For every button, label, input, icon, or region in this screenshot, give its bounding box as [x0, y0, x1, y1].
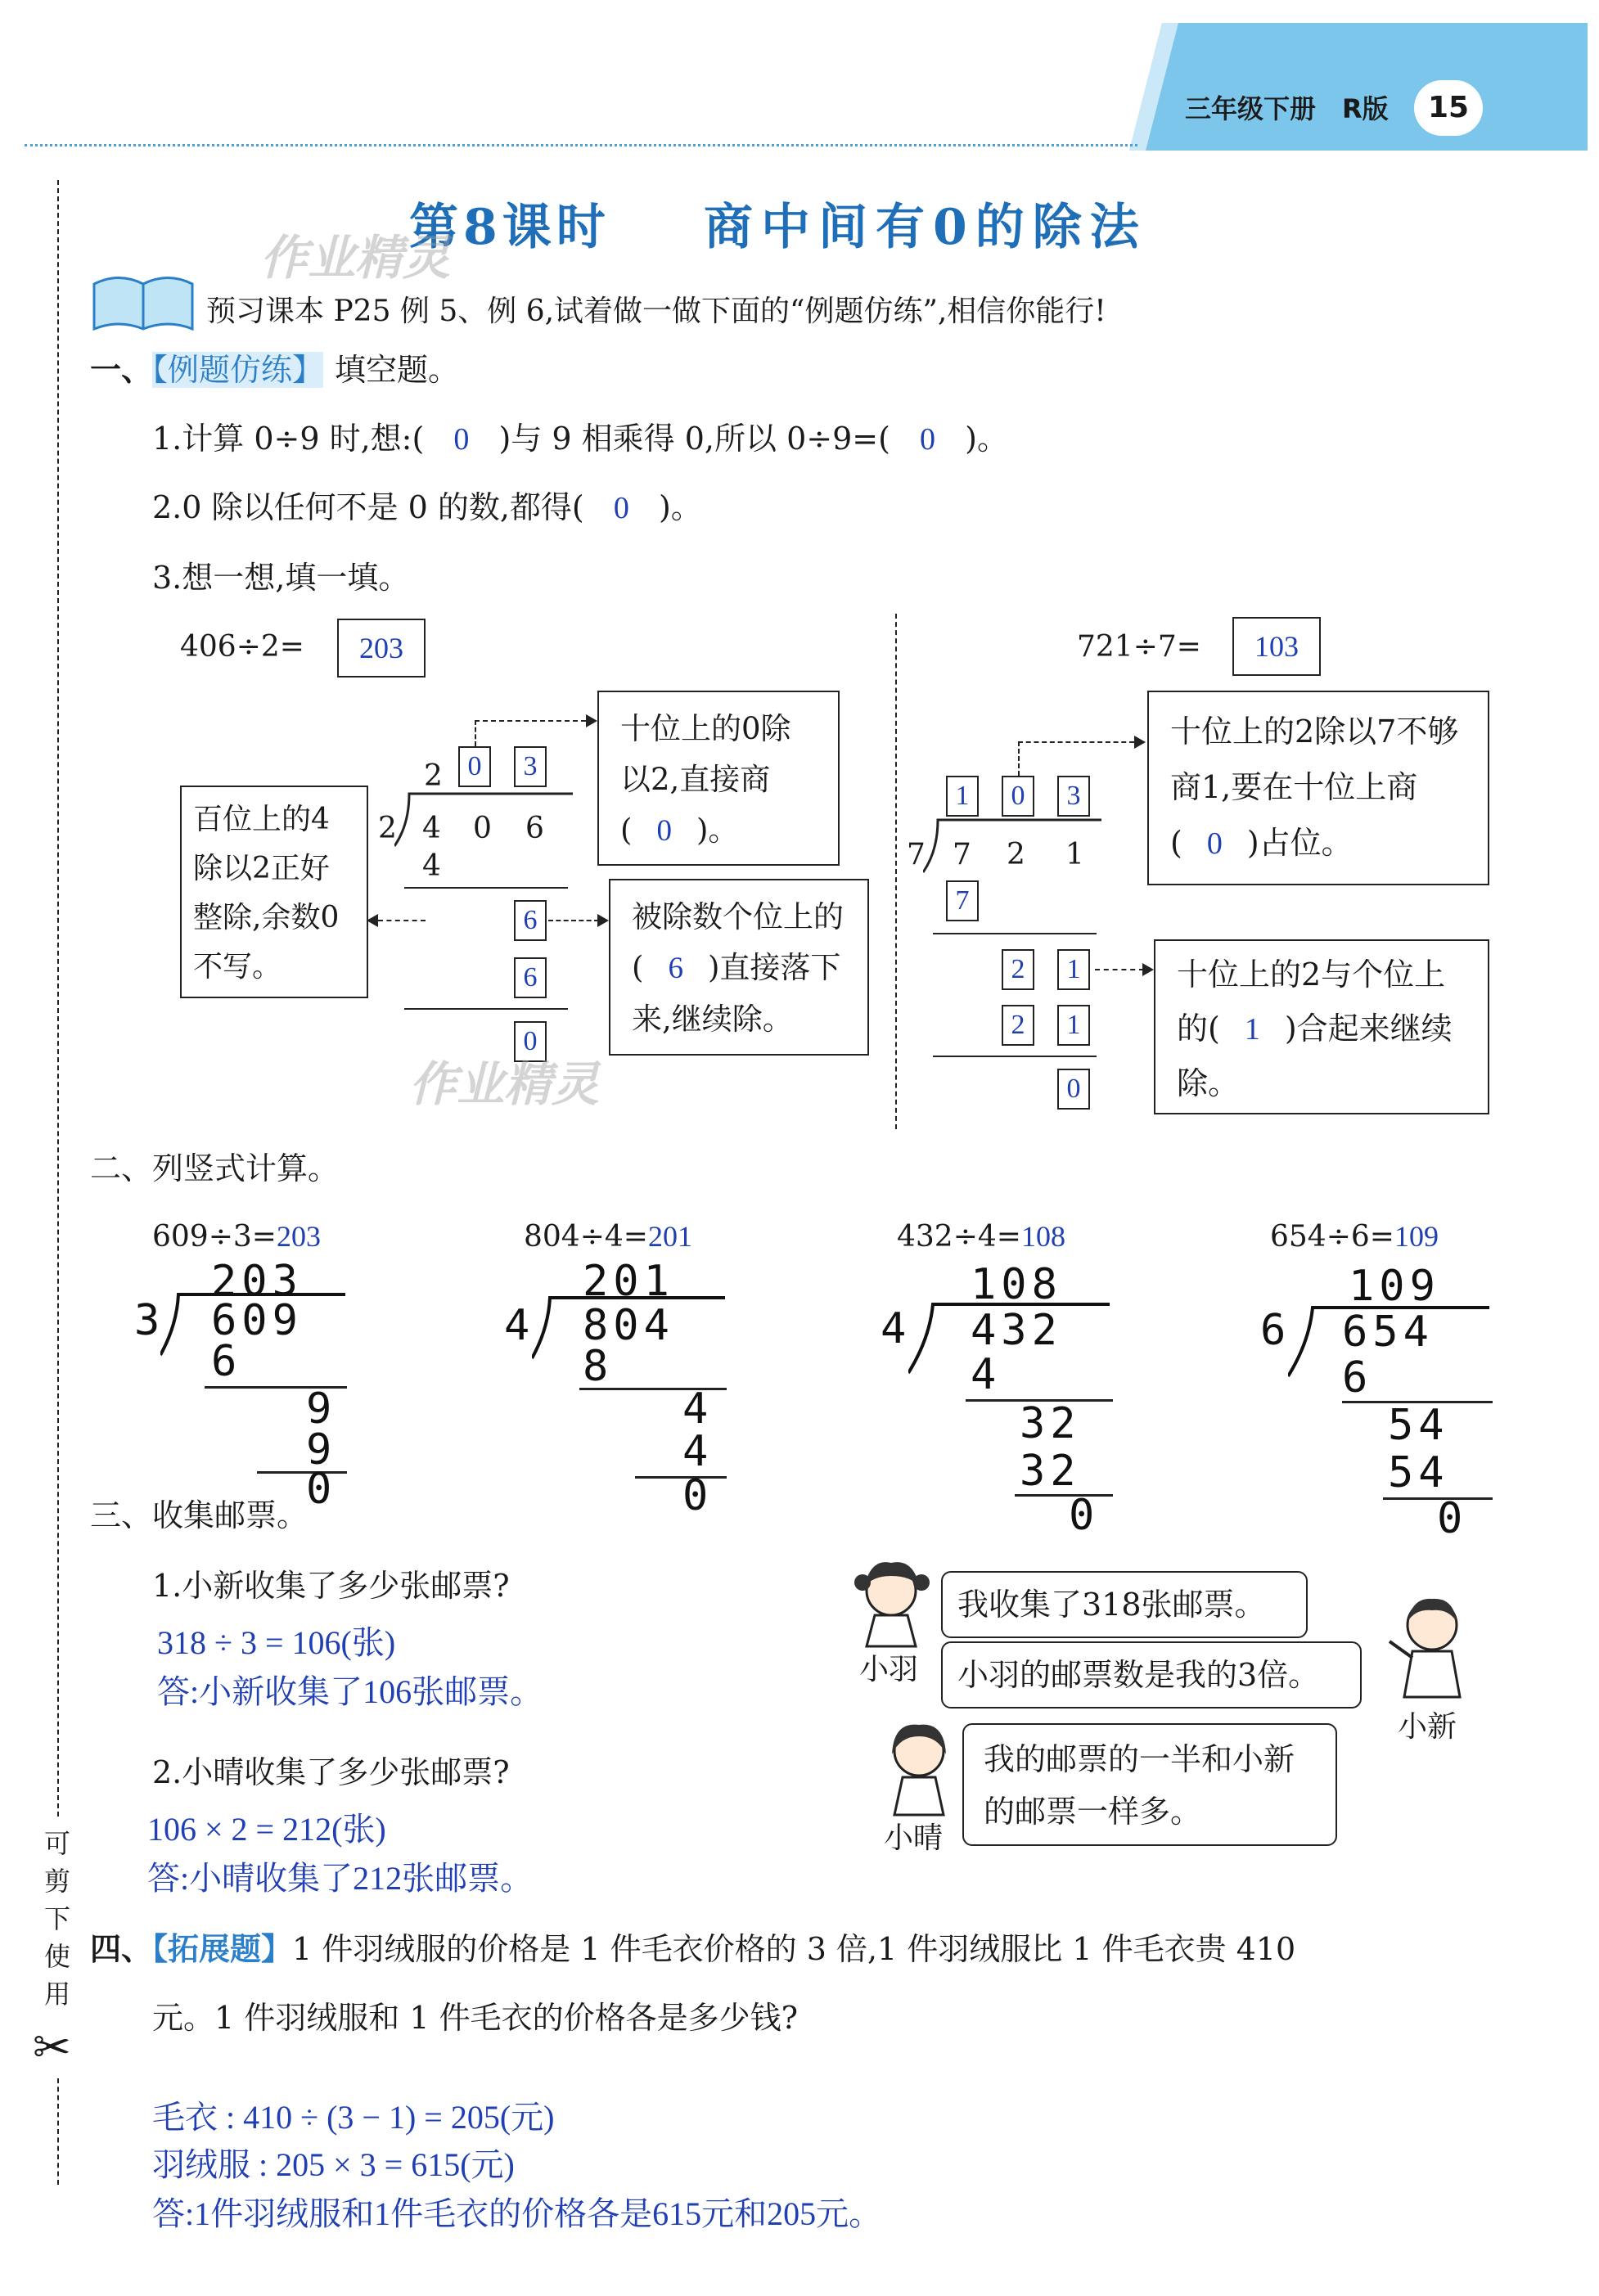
section2-heading: 二、列竖式计算。	[90, 1150, 340, 1186]
calc-3-step2: 32	[1020, 1399, 1081, 1448]
calc-1-quotient: 203	[211, 1257, 303, 1306]
calc-4-dividend: 654	[1342, 1308, 1434, 1357]
section4-line2: 元。1 件羽绒服和 1 件毛衣的价格各是多少钱?	[152, 2000, 798, 2036]
top-note-connector-v	[475, 720, 476, 746]
calc-4-rem: 0	[1437, 1494, 1468, 1543]
section4-line1: 四、【拓展题】1 件羽绒服的价格是 1 件毛衣价格的 3 倍,1 件羽绒服比 1 件毛衣贵 410	[90, 1930, 1296, 1967]
right-line-2	[933, 1056, 1097, 1057]
left-line-2	[404, 1008, 568, 1010]
calc-3-rem: 0	[1069, 1491, 1100, 1540]
calc-2-step3: 4	[682, 1427, 714, 1476]
xiaoqing-avatar	[874, 1718, 964, 1817]
top-note-arrow	[586, 714, 597, 727]
book-icon	[90, 272, 196, 340]
cut-line-upper	[57, 180, 59, 1817]
left-step-box-2: 6	[514, 957, 547, 998]
xiaoyu-avatar	[846, 1558, 936, 1648]
calc-1-step1: 6	[211, 1337, 242, 1386]
right-quotient-box-3: 3	[1057, 776, 1090, 817]
left-note-arrow-line	[378, 920, 426, 921]
preview-text: 预习课本 P25 例 5、例 6,试着做一做下面的“例题仿练”,相信你能行!	[206, 295, 1106, 328]
calc-1-expr: 609÷3=203	[152, 1220, 321, 1254]
calc-1-dividend: 609	[211, 1296, 303, 1345]
watermark-mid: 作业精灵	[409, 1056, 600, 1112]
right-row3-box-1: 1	[1057, 1005, 1090, 1046]
top-note-connector-h	[475, 720, 586, 722]
lesson-topic: 商中间有0的除法	[704, 199, 1147, 256]
calc-4-expr: 654÷6=109	[1270, 1220, 1439, 1254]
header-grade: 三年级下册	[1185, 93, 1317, 124]
cut-line-lower	[57, 2078, 59, 2185]
header-dotted-line	[25, 144, 1137, 146]
q3-label: 3.想一想,填一填。	[152, 560, 410, 596]
q2-answer: 0	[613, 491, 629, 525]
calc-2-expr: 804÷4=201	[524, 1220, 692, 1254]
left-quotient-digit: 2	[424, 759, 443, 793]
left-step-box-1: 6	[514, 900, 547, 941]
left-step1: 4	[422, 849, 441, 883]
calc-3-quotient: 108	[971, 1260, 1062, 1309]
mid-note-arrow	[597, 914, 609, 927]
right-row3-box-0: 2	[1002, 1005, 1034, 1046]
left-quotient-box-0: 0	[458, 746, 491, 787]
right-remainder-box: 0	[1057, 1069, 1090, 1110]
s3-q2: 2.小晴收集了多少张邮票?	[152, 1754, 510, 1790]
section1-heading: 一、【例题仿练】 填空题。	[90, 351, 460, 388]
scissors-icon: ✂	[33, 2021, 71, 2074]
cut-text: 可 剪 下 使 用	[43, 1828, 70, 2010]
watermark-top: 作业精灵	[260, 230, 451, 286]
s4-answer: 答:1件羽绒服和1件毛衣的价格各是615元和205元。	[152, 2195, 882, 2232]
s4-calc2: 羽绒服 : 205 × 3 = 615(元)	[152, 2146, 515, 2183]
left-dividend-0: 4	[422, 812, 441, 845]
calc-2-quotient: 201	[583, 1257, 674, 1306]
s3-q2-calc: 106 × 2 = 212(张)	[147, 1811, 386, 1848]
right-note-tens: 十位上的2除以7不够商1,要在十位上商( 0 )占位。	[1147, 691, 1489, 885]
calc-4-step2: 54	[1388, 1401, 1449, 1450]
left-dividend-1: 0	[473, 812, 492, 845]
s3-q1: 1.小新收集了多少张邮票?	[152, 1568, 510, 1604]
calc-2-step2: 4	[682, 1384, 714, 1434]
left-note-hundreds: 百位上的4除以2正好整除,余数0不写。	[180, 786, 368, 998]
section3-heading: 三、收集邮票。	[90, 1497, 309, 1533]
right-result-box: 103	[1232, 617, 1321, 676]
q1-answer-1: 0	[453, 422, 470, 457]
s4-calc1: 毛衣 : 410 ÷ (3 − 1) = 205(元)	[152, 2099, 555, 2136]
xiaoyu-name: 小羽	[859, 1653, 919, 1686]
right-bottom-connector	[1095, 969, 1144, 970]
calc-1-rem: 0	[306, 1465, 337, 1514]
calc-1-divisor: 3	[134, 1296, 165, 1345]
s3-q1-calc: 318 ÷ 3 = 106(张)	[157, 1624, 396, 1661]
right-quotient-box-0: 0	[1002, 776, 1034, 817]
header-banner	[1129, 23, 1588, 151]
section4-tag: 【拓展题】	[152, 1930, 293, 1967]
calc-3-divisor: 4	[881, 1304, 912, 1353]
bubble-xiaoqing: 我的邮票的一半和小新的邮票一样多。	[962, 1723, 1337, 1846]
calc-2-rem: 0	[682, 1471, 714, 1520]
left-line-1	[404, 887, 568, 889]
left-result-box: 203	[337, 619, 426, 678]
right-dividend-1: 2	[1007, 838, 1025, 871]
left-divisor: 2	[378, 812, 397, 845]
right-dividend-0: 7	[953, 838, 971, 871]
right-bottom-arrow	[1142, 963, 1154, 976]
left-note-arrow	[367, 914, 378, 927]
calc-1-step2: 9	[306, 1384, 337, 1434]
calc-4-quotient: 109	[1349, 1262, 1440, 1311]
right-top-connector-v	[1018, 741, 1020, 776]
calc-3-step1: 4	[971, 1350, 1002, 1399]
s3-q1-answer: 答:小新收集了106张邮票。	[157, 1673, 543, 1710]
page-number: 15	[1414, 80, 1483, 136]
section1-tag: 【例题仿练】	[152, 352, 324, 388]
right-top-arrow	[1134, 736, 1146, 749]
calc-2-step1: 8	[583, 1342, 614, 1391]
left-dividend-2: 6	[525, 812, 544, 845]
right-top-connector-h	[1018, 741, 1134, 743]
right-line-1	[933, 933, 1097, 934]
calc-3-dividend: 432	[971, 1306, 1062, 1355]
calc-3-step3: 32	[1020, 1447, 1081, 1496]
right-quotient-box-1: 1	[946, 776, 979, 817]
right-divisor: 7	[907, 838, 926, 871]
q2: 2.0 除以任何不是 0 的数,都得( 0 )。	[152, 489, 702, 525]
calc-4-divisor: 6	[1260, 1306, 1291, 1355]
q1-answer-2: 0	[920, 422, 936, 457]
left-note-tens: 十位上的0除以2,直接商 ( 0 )。	[597, 691, 840, 866]
banner-shape	[1129, 23, 1588, 151]
right-equation: 721÷7=	[1077, 630, 1201, 664]
s3-q2-answer: 答:小晴收集了212张邮票。	[147, 1860, 534, 1897]
xiaoxin-avatar	[1383, 1592, 1481, 1699]
mid-note-connector	[548, 920, 599, 921]
calc-3-expr: 432÷4=108	[897, 1220, 1065, 1254]
bubble-xiaoxin: 小羽的邮票数是我的3倍。	[941, 1641, 1362, 1708]
calc-2-divisor: 4	[504, 1301, 535, 1350]
calc-4-step1: 6	[1342, 1353, 1373, 1402]
lesson-label: 第8课时	[409, 199, 610, 256]
left-note-ones: 被除数个位上的 ( 6 )直接落下来,继续除。	[609, 879, 869, 1056]
header-edition: R版	[1342, 93, 1389, 124]
right-dividend-2: 1	[1065, 838, 1084, 871]
q3-divider	[895, 614, 897, 1129]
left-equation: 406÷2=	[180, 630, 304, 664]
right-note-ones: 十位上的2与个位上的( 1 )合起来继续除。	[1154, 939, 1489, 1114]
calc-4-step3: 54	[1388, 1448, 1449, 1497]
xiaoqing-name: 小晴	[884, 1821, 944, 1855]
left-remainder-box: 0	[514, 1021, 547, 1062]
q1: 1.计算 0÷9 时,想:( 0 )与 9 相乘得 0,所以 0÷9=( 0 )。	[152, 421, 1008, 457]
xiaoxin-name: 小新	[1398, 1710, 1457, 1744]
left-quotient-box-3: 3	[514, 746, 547, 787]
calc-1-step3: 9	[306, 1425, 337, 1474]
bubble-xiaoyu: 我收集了318张邮票。	[941, 1571, 1308, 1638]
right-row2-box-0: 2	[1002, 949, 1034, 990]
right-row2-box-1: 1	[1057, 949, 1090, 990]
calc-2-dividend: 804	[583, 1301, 674, 1350]
right-step1-box: 7	[946, 880, 979, 921]
